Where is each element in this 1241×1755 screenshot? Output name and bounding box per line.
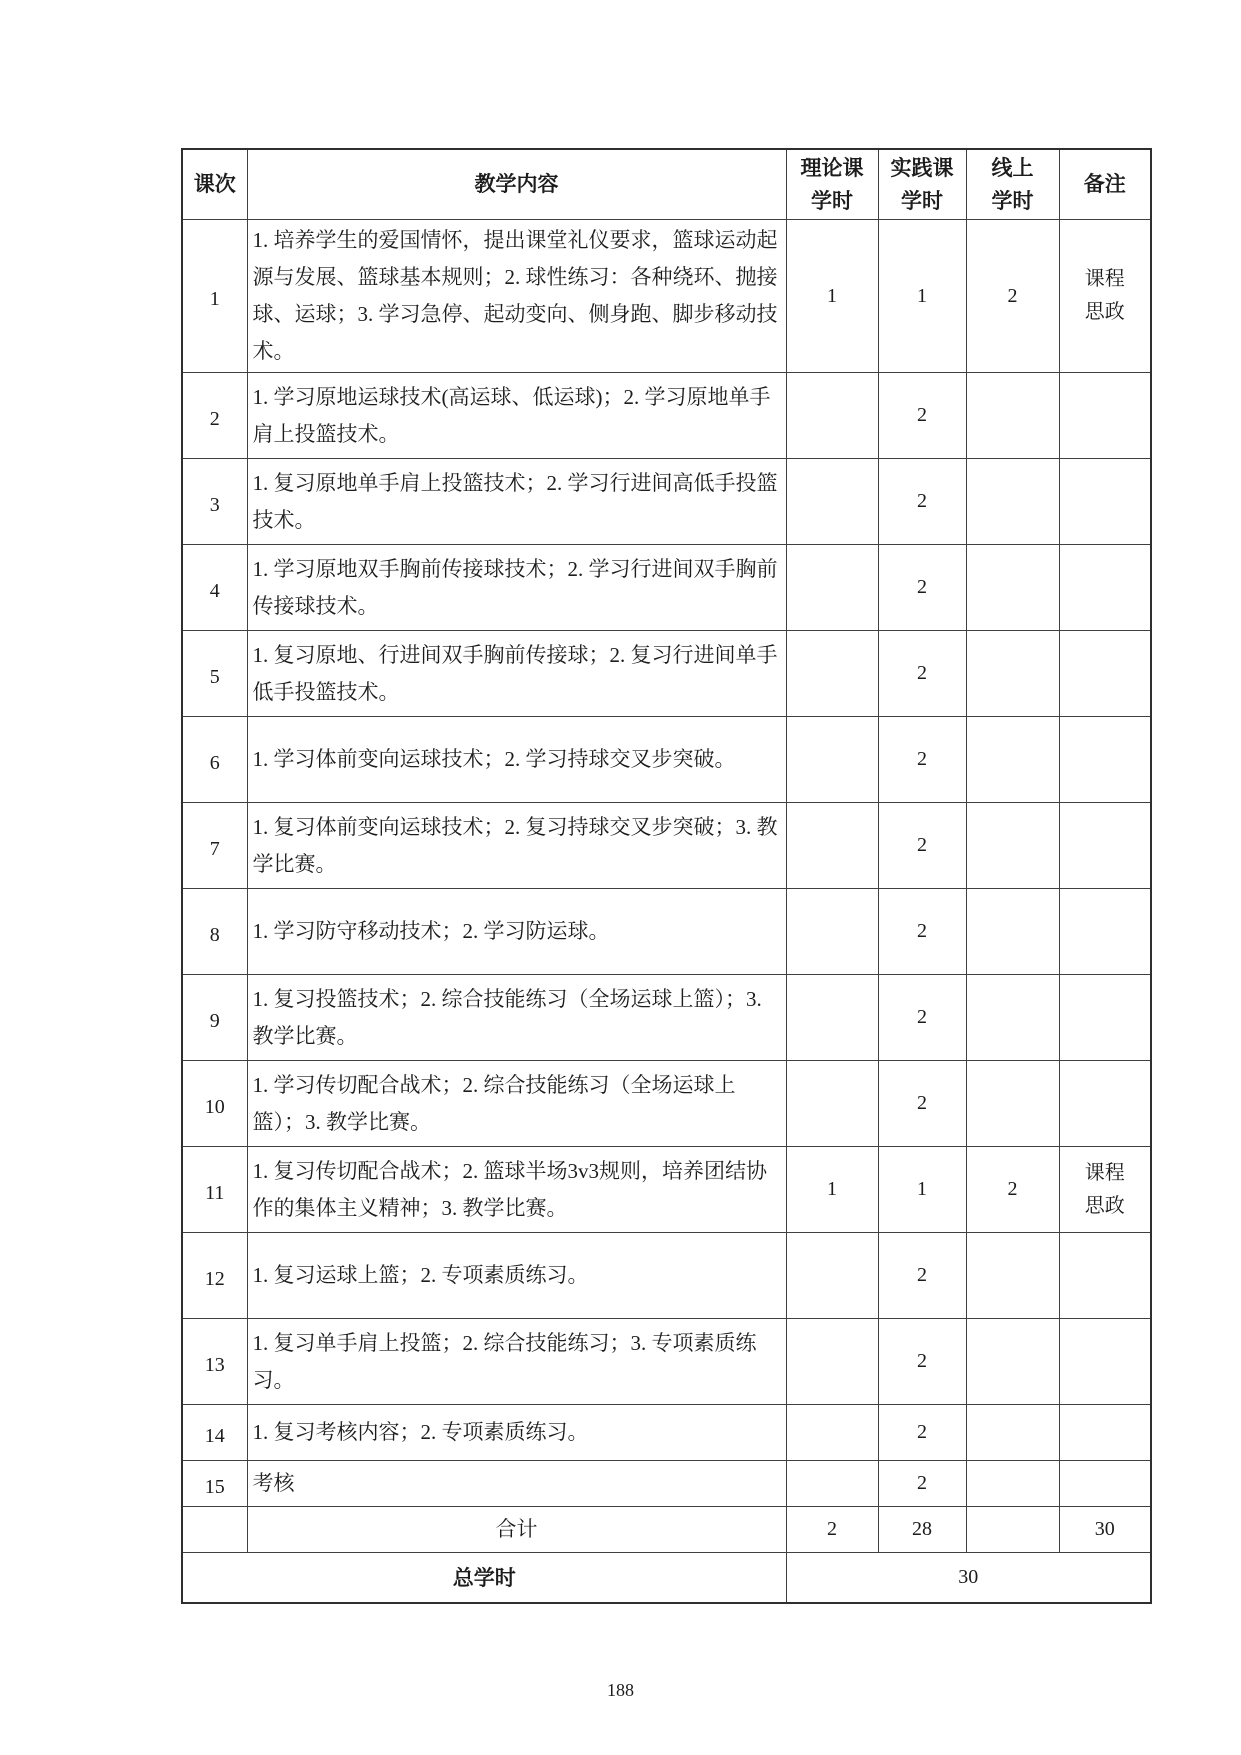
practice-hours-cell: 2 [878,803,966,889]
online-hours-cell [966,1405,1059,1461]
content-cell: 1. 复习传切配合战术；2. 篮球半场3v3规则，培养团结协作的集体主义精神；3. 教学比赛。 [247,1147,786,1233]
theory-hours-cell [786,1233,878,1319]
table-row [182,1233,1151,1319]
online-hours-cell [966,1319,1059,1405]
header-practice-hours [878,149,966,220]
table-row [182,1061,1151,1147]
table-row [182,373,1151,459]
table-row [182,803,1151,889]
table-row [182,1461,1151,1507]
grand-total-label-cell: 总学时 [182,1553,786,1603]
table-row [182,220,1151,373]
practice-hours-cell: 2 [878,373,966,459]
lesson-number-cell: 13 [182,1319,247,1405]
theory-hours-cell: 1 [786,1147,878,1233]
lesson-number-cell: 9 [182,975,247,1061]
remark-line1: 课程 [1084,1161,1125,1184]
remark-cell [1059,803,1151,889]
lesson-number-cell: 5 [182,631,247,717]
practice-hours-cell: 2 [878,717,966,803]
lesson-number-cell: 15 [182,1461,247,1507]
theory-hours-cell [786,803,878,889]
totals-row [182,1507,1151,1553]
theory-hours-cell [786,975,878,1061]
remark-cell [1059,1319,1151,1405]
content-cell: 1. 学习体前变向运球技术；2. 学习持球交叉步突破。 [247,717,786,803]
remark-cell [1059,1147,1151,1233]
online-hours-cell: 2 [966,1147,1059,1233]
remark-cell [1059,975,1151,1061]
remark-cell [1059,1061,1151,1147]
content-cell: 1. 复习运球上篮；2. 专项素质练习。 [247,1233,786,1319]
header-theory-line2: 学时 [811,188,853,213]
lesson-number-cell: 3 [182,459,247,545]
lesson-number-cell: 12 [182,1233,247,1319]
theory-hours-cell [786,1319,878,1405]
lesson-number-cell: 14 [182,1405,247,1461]
online-hours-cell [966,889,1059,975]
header-practice-line1: 实践课 [890,156,954,180]
remark-cell [1059,220,1151,373]
content-cell: 1. 复习体前变向运球技术；2. 复习持球交叉步突破；3. 教学比赛。 [247,803,786,889]
online-hours-cell [966,717,1059,803]
header-remarks: 备注 [1059,149,1151,220]
content-cell: 1. 学习原地运球技术(高运球、低运球)；2. 学习原地单手肩上投篮技术。 [247,373,786,459]
table-row [182,889,1151,975]
remark-line2: 思政 [1084,301,1125,324]
online-hours-cell [966,373,1059,459]
lesson-number-cell: 6 [182,717,247,803]
table-row [182,1319,1151,1405]
practice-hours-cell: 2 [878,1233,966,1319]
totals-remark-cell: 30 [1059,1507,1151,1553]
lesson-number-cell: 10 [182,1061,247,1147]
practice-hours-cell: 2 [878,545,966,631]
practice-hours-cell: 1 [878,1147,966,1233]
grand-total-value-cell: 30 [786,1553,1151,1603]
theory-hours-cell [786,459,878,545]
online-hours-cell [966,1233,1059,1319]
content-cell: 1. 培养学生的爱国情怀，提出课堂礼仪要求，篮球运动起源与发展、篮球基本规则；2. 球性练习：各种绕环、抛接球、运球；3. 学习急停、起动变向、侧身跑、脚步移动技术。 [247,220,786,373]
remark-cell [1059,1405,1151,1461]
theory-hours-cell: 1 [786,220,878,373]
practice-hours-cell: 2 [878,889,966,975]
theory-hours-cell [786,1405,878,1461]
table-row [182,1147,1151,1233]
content-cell: 1. 学习防守移动技术；2. 学习防运球。 [247,889,786,975]
table-row [182,631,1151,717]
totals-theory-cell: 2 [786,1507,878,1553]
content-cell: 1. 复习原地、行进间双手胸前传接球；2. 复习行进间单手低手投篮技术。 [247,631,786,717]
online-hours-cell [966,1061,1059,1147]
totals-label-cell: 合计 [247,1507,786,1553]
totals-practice-cell: 28 [878,1507,966,1553]
theory-hours-cell [786,1461,878,1507]
remark-cell [1059,631,1151,717]
remark-cell [1059,459,1151,545]
online-hours-cell [966,975,1059,1061]
content-cell: 考核 [247,1461,786,1507]
theory-hours-cell [786,631,878,717]
header-teaching-content: 教学内容 [247,149,786,220]
lesson-number-cell: 4 [182,545,247,631]
lesson-number-cell: 7 [182,803,247,889]
practice-hours-cell: 2 [878,1061,966,1147]
online-hours-cell: 2 [966,220,1059,373]
header-lesson-number: 课次 [182,149,247,220]
remark-cell [1059,1461,1151,1507]
remark-cell [1059,545,1151,631]
practice-hours-cell: 2 [878,975,966,1061]
content-cell: 1. 复习投篮技术；2. 综合技能练习（全场运球上篮）；3. 教学比赛。 [247,975,786,1061]
online-hours-cell [966,545,1059,631]
table-row [182,717,1151,803]
theory-hours-cell [786,373,878,459]
content-cell: 1. 复习原地单手肩上投篮技术；2. 学习行进间高低手投篮技术。 [247,459,786,545]
content-cell: 1. 复习单手肩上投篮；2. 综合技能练习；3. 专项素质练习。 [247,1319,786,1405]
content-cell: 1. 复习考核内容；2. 专项素质练习。 [247,1405,786,1461]
remark-cell [1059,373,1151,459]
teaching-schedule-table [181,148,1152,1604]
header-theory-line1: 理论课 [800,156,864,180]
grand-total-row [182,1553,1151,1603]
totals-online-cell [966,1507,1059,1553]
lesson-number-cell: 11 [182,1147,247,1233]
practice-hours-cell: 2 [878,1405,966,1461]
remark-line1: 课程 [1084,268,1125,291]
table-row [182,975,1151,1061]
header-practice-line2: 学时 [901,188,943,213]
header-theory-hours [786,149,878,220]
content-cell: 1. 学习原地双手胸前传接球技术；2. 学习行进间双手胸前传接球技术。 [247,545,786,631]
lesson-number-cell: 8 [182,889,247,975]
table-row [182,545,1151,631]
theory-hours-cell [786,717,878,803]
practice-hours-cell: 2 [878,1461,966,1507]
remark-cell [1059,889,1151,975]
page-number: 188 [607,1680,634,1700]
online-hours-cell [966,1461,1059,1507]
header-online-line2: 学时 [991,188,1034,213]
table-row [182,459,1151,545]
lesson-number-cell: 1 [182,220,247,373]
table-header-row [182,149,1151,220]
practice-hours-cell: 1 [878,220,966,373]
theory-hours-cell [786,1061,878,1147]
online-hours-cell [966,459,1059,545]
practice-hours-cell: 2 [878,459,966,545]
content-cell: 1. 学习传切配合战术；2. 综合技能练习（全场运球上篮）；3. 教学比赛。 [247,1061,786,1147]
remark-cell [1059,1233,1151,1319]
header-online-line1: 线上 [991,156,1034,180]
lesson-number-cell [182,1507,247,1553]
header-online-hours [966,149,1059,220]
theory-hours-cell [786,545,878,631]
practice-hours-cell: 2 [878,1319,966,1405]
lesson-number-cell: 2 [182,373,247,459]
remark-line2: 思政 [1084,1194,1125,1217]
online-hours-cell [966,803,1059,889]
remark-cell [1059,717,1151,803]
theory-hours-cell [786,889,878,975]
practice-hours-cell: 2 [878,631,966,717]
table-row [182,1405,1151,1461]
online-hours-cell [966,631,1059,717]
